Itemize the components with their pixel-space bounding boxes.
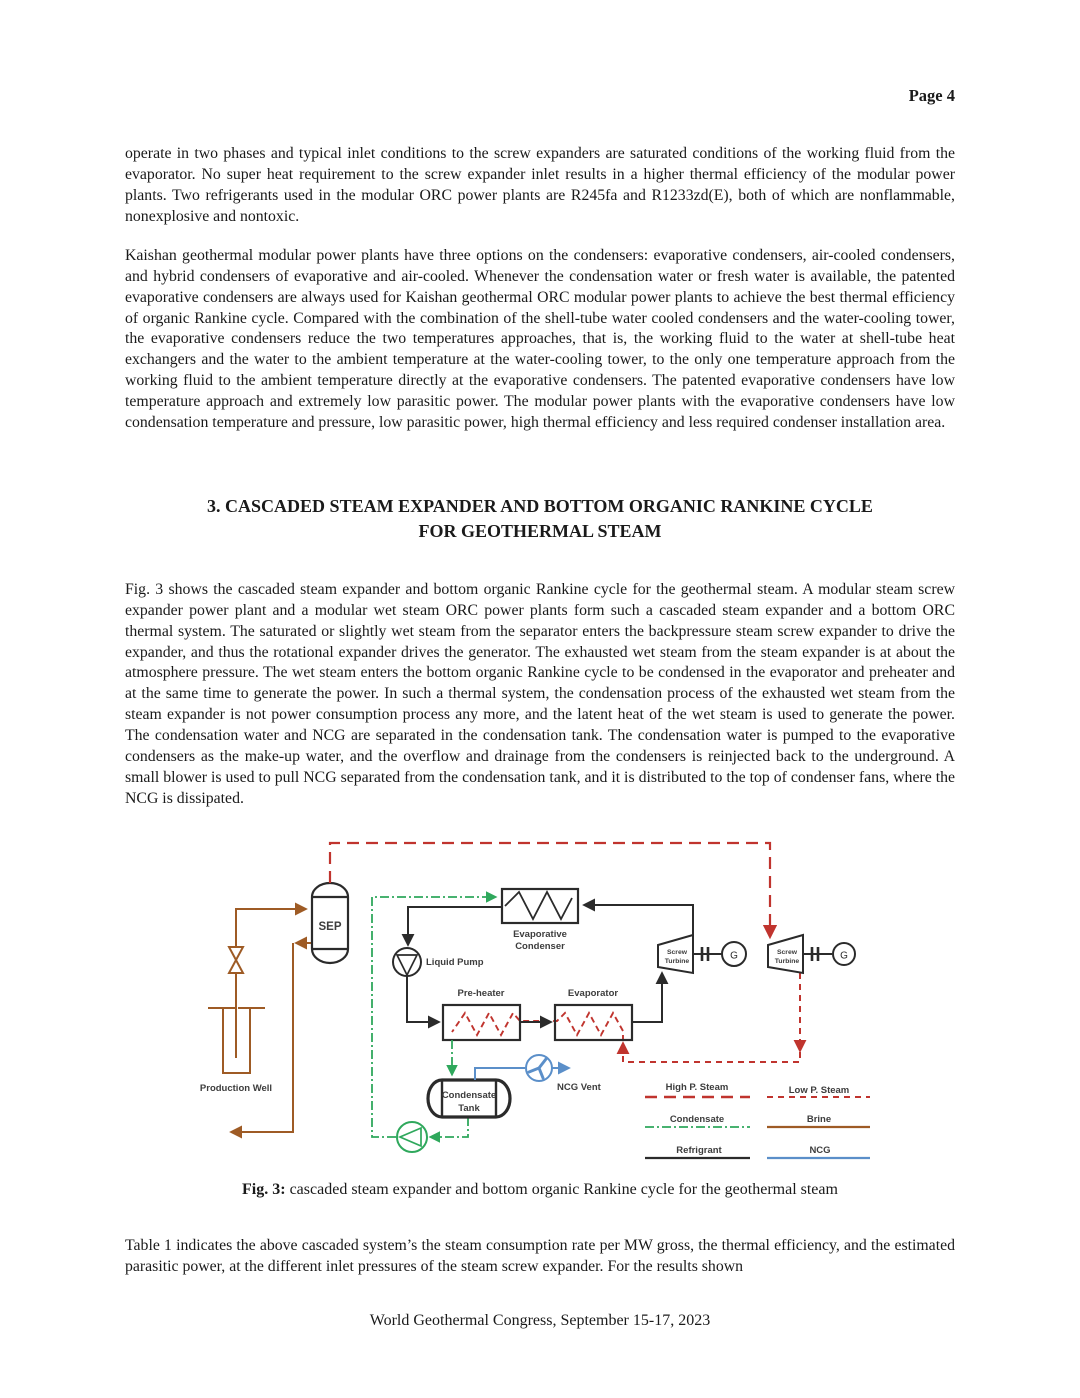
svg-text:G: G [730,950,738,962]
production-well [208,1008,265,1073]
evaporator-to-turbine1-line [632,975,662,1022]
liquid-pump-icon [393,948,421,976]
section-heading [125,494,955,544]
svg-text:Screw: Screw [666,949,688,956]
paragraph-4: Table 1 indicates the above cascaded system’s the steam consumption rate per MW gross, the thermal efficiency, and the estimated parasitic power, at the different inlet pressures of the steam screw expander. For the results shown [125,1236,955,1275]
figure-caption [90,1181,990,1199]
svg-text:Turbine: Turbine [664,958,690,965]
legend-brine-label: Brine [806,1114,832,1125]
legend-low-p-steam-label: Low P. Steam [788,1085,850,1096]
liquid-pump-label: Liquid Pump [426,957,484,968]
ncg-fan-icon [526,1055,552,1081]
steam-coil-evaporator-preheater [452,1013,623,1041]
figure-caption-label: Fig. 3: [242,1181,286,1198]
paragraph-3: Fig. 3 shows the cascaded steam expander and bottom organic Rankine cycle for the geothermal steam. A modular steam screw expander power plant and a modular wet steam ORC power plants form such a cascaded steam expander and a bottom ORC thermal system. The saturated or slightly wet steam from the separator enters the backpressure steam screw expander to drive the expander, and thus the rotational expander drives the generator. The exhausted wet steam from the steam expander is at about the atmosphere pressure. The wet steam enters the bottom organic Rankine cycle to be condensed in the evaporator and preheater and at the same time to generate the power. In such a thermal system, the condensation process of the exhausted wet steam from the steam expander is not power consumption process any more, and the latent heat of the wet steam is used to generate the power. The condensation water and NCG are separated in the condensation tank. The condensation water is pumped to the evaporative condensers as the make-up water, and the overflow and drainage from the condensers is reinjected back to the underground. A small blower is used to pull NCG separated from the condensation tank, and it is distributed to the top of condenser fans, where the NCG is dissipated. [125,580,955,807]
svg-text:G: G [840,950,848,962]
throttle-valve-icon [229,947,243,973]
separator-label: SEP [318,921,342,933]
paragraph-2: Kaishan geothermal modular power plants have three options on the condensers: evaporative condensers, air-cooled condensers, and hybrid condensers of evaporative and air-cooled. Whenever the condensation water or fresh water is available, the patented evaporative condensers are always used for Kaishan geothermal ORC modular power plants to achieve the best thermal efficiency of organic Rankine cycle. Compared with the combination of the shell-tube water cooled condensers and the water-cooling tower, the evaporative condensers reduce the two temperatures approaches, that is, the working fluid to the water at shell-tube heat exchangers and the water to the ambient temperature at the water-cooling tower, to the only one temperature approach from the working fluid to the ambient temperature directly at the evaporative condensers. The patented evaporative condensers have low temperature approach and extremely low parasitic power. The modular power plants with the evaporative condensers have low condensation temperature and pressure, low parasitic power, high thermal efficiency and less required condenser installation area. [125,246,955,432]
svg-text:Tank: Tank [458,1103,480,1114]
condensate-pump-icon [397,1122,427,1152]
pump-to-preheater-line [407,976,437,1022]
figure-3-diagram [180,835,900,1170]
brine-valve-to-separator-line [236,909,304,947]
page-number: Page 4 [908,86,955,105]
screw-turbine-1 [658,935,693,973]
figure-caption-text: cascaded steam expander and bottom organic Rankine cycle for the geothermal steam [285,1181,838,1198]
screw-turbine-2 [768,935,803,973]
preheater-label: Pre-heater [457,988,505,999]
legend-high-p-steam-label: High P. Steam [665,1082,729,1093]
svg-text:Screw: Screw [776,949,798,956]
condensate-tank [428,1080,510,1117]
paragraph-1: operate in two phases and typical inlet conditions to the screw expanders are saturated conditions of the working fluid from the evaporator. No super heat requirement to the screw expander inlet results in a higher thermal efficiency of the modular power plants. Two refrigerants used in the modular ORC power plants are R245fa and R1233zd(E), both of which are nonflammable, nonexplosive and nontoxic. [125,144,955,225]
legend-refrigerant-label: Refrigrant [676,1145,722,1156]
legend-ncg-label: NCG [809,1145,831,1156]
page-footer: World Geothermal Congress, September 15-17, 2023 [369,1312,711,1329]
production-well-label: Production Well [199,1083,273,1094]
evaporative-condenser-label-line2: Condenser [515,941,565,952]
legend-condensate-label: Condensate [669,1114,725,1125]
generator-2 [803,943,855,965]
turbine1-to-condenser-line [586,905,693,935]
tank-to-fan-ncg-line [475,1068,525,1080]
section-heading-line1: 3. CASCADED STEAM EXPANDER AND BOTTOM ORGANIC RANKINE CYCLE [207,496,873,516]
low-pressure-steam-line-to-evaporator [623,1045,800,1062]
section-heading-line2: FOR GEOTHERMAL STEAM [418,521,662,541]
svg-text:Turbine: Turbine [774,958,800,965]
condenser-to-pump-line [408,907,502,943]
tank-to-pump-condensate-line [432,1117,468,1137]
svg-text:Condensate: Condensate [441,1090,497,1101]
evaporator-label: Evaporator [567,988,619,999]
generator-1 [693,942,746,966]
evaporative-condenser-label-line1: Evaporative [513,929,567,940]
ncg-vent-label: NCG Vent [557,1082,601,1093]
